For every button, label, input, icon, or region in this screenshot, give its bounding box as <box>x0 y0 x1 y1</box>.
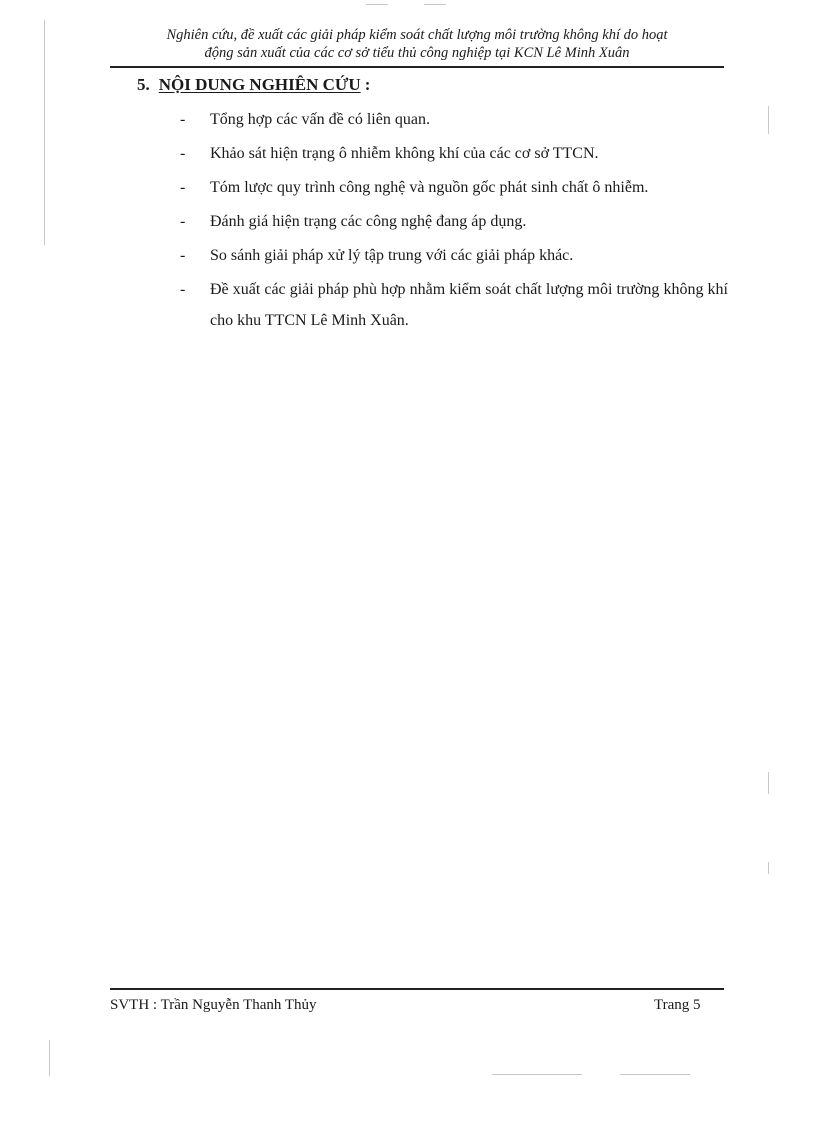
section-heading <box>137 74 370 96</box>
list-item <box>180 206 728 237</box>
scan-artifact <box>366 4 388 5</box>
list-item-text: So sánh giải pháp xử lý tập trung với các giải pháp khác. <box>210 247 574 264</box>
list-dash: - <box>180 179 186 196</box>
scan-artifact <box>44 20 45 245</box>
list-item-text: Tóm lược quy trình công nghệ và nguồn gốc phát sinh chất ô nhiễm. <box>210 179 649 196</box>
list-item-text: Tổng hợp các vấn đề có liên quan. <box>210 111 430 128</box>
footer-divider <box>110 988 724 990</box>
header-divider <box>110 66 724 68</box>
section-colon: : <box>364 75 371 94</box>
scan-artifact <box>492 1074 582 1075</box>
list-item <box>180 172 728 203</box>
page-number: Trang 5 <box>654 997 701 1013</box>
content-list <box>180 104 728 339</box>
section-title: NỘI DUNG NGHIÊN CỨU <box>158 75 361 94</box>
list-dash: - <box>180 145 186 162</box>
section-number: 5. <box>137 75 150 94</box>
scan-artifact <box>620 1074 690 1075</box>
list-dash: - <box>180 281 186 298</box>
list-item-text: Khảo sát hiện trạng ô nhiễm không khí của các cơ sở TTCN. <box>210 145 599 162</box>
list-item-text: Đánh giá hiện trạng các công nghệ đang áp dụng. <box>210 213 527 230</box>
header-line-1: Nghiên cứu, đề xuất các giải pháp kiểm soát chất lượng môi trường không khí do hoạt <box>166 27 668 43</box>
running-header <box>110 26 724 62</box>
list-dash: - <box>180 111 186 128</box>
scan-artifact <box>49 1040 50 1076</box>
scan-artifact <box>768 772 769 794</box>
list-item <box>180 274 728 336</box>
list-dash: - <box>180 213 186 230</box>
header-line-2: động sản xuất của các cơ sở tiểu thủ công nghiệp tại KCN Lê Minh Xuân <box>204 45 630 61</box>
footer-author: SVTH : Trần Nguyễn Thanh Thủy <box>110 997 317 1013</box>
list-item <box>180 240 728 271</box>
scan-artifact <box>768 862 769 874</box>
list-item <box>180 138 728 169</box>
list-item <box>180 104 728 135</box>
list-item-text: Đề xuất các giải pháp phù hợp nhằm kiểm soát chất lượng môi trường không khí cho khu TTCN Lê Minh Xuân. <box>210 281 728 329</box>
list-dash: - <box>180 247 186 264</box>
scan-artifact <box>768 106 769 134</box>
scan-artifact <box>424 4 446 5</box>
